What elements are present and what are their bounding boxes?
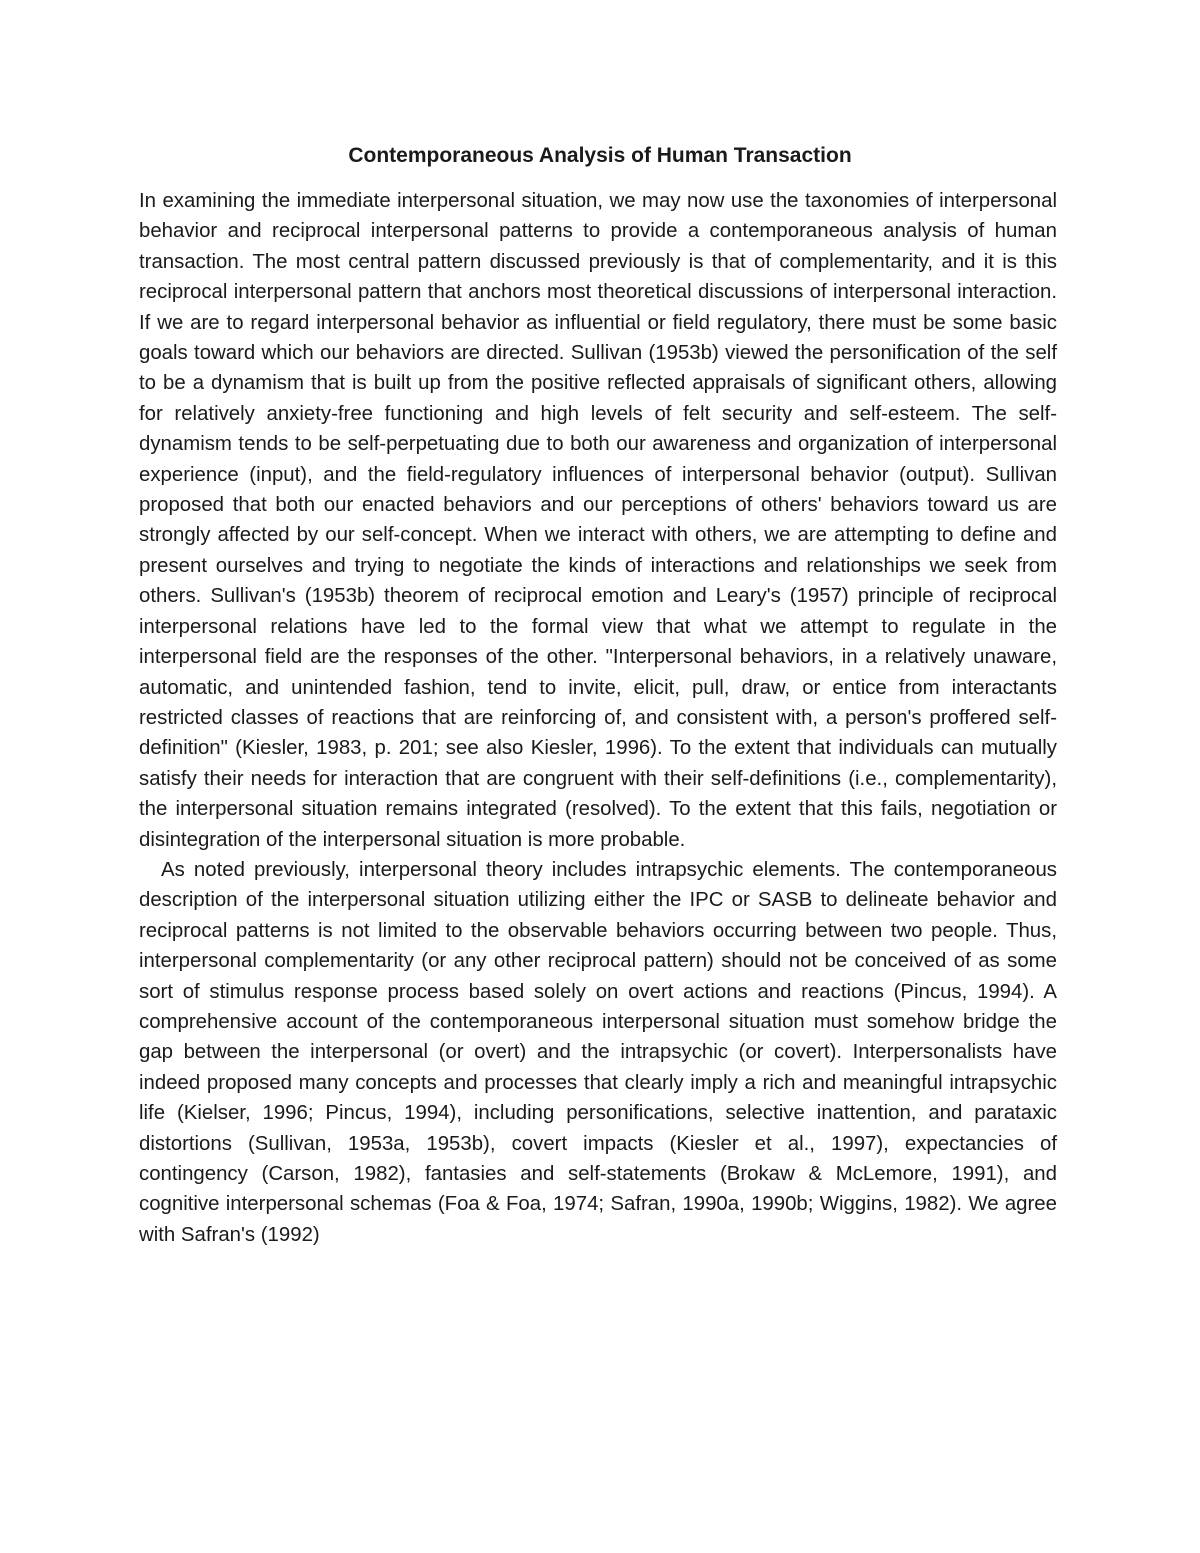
paragraph-1: In examining the immediate interpersonal situation, we may now use the taxonomies of interpersonal behavior and reciprocal interpersonal patterns to provide a contemporaneous analysis of human transaction. The most central pattern discussed previously is that of complementarity, and it is this reciprocal interpersonal pattern that anchors most theoretical discussions of interpersonal interaction. If we are to regard interpersonal behavior as influential or field regulatory, there must be some basic goals toward which our behaviors are directed. Sullivan (1953b) viewed the personification of the self to be a dynamism that is built up from the positive reflected appraisals of significant others, allowing for relatively anxiety-free functioning and high levels of felt security and self-esteem. The self-dynamism tends to be self-perpetuating due to both our awareness and organization of interpersonal experience (input), and the field-regulatory influences of interpersonal behavior (output). Sullivan proposed that both our enacted behaviors and our perceptions of others' behaviors toward us are strongly affected by our self-concept. When we interact with others, we are attempting to define and present ourselves and trying to negotiate the kinds of interactions and relationships we seek from others. Sullivan's (1953b) theorem of reciprocal emotion and Leary's (1957) principle of reciprocal interpersonal relations have led to the formal view that what we attempt to regulate in the interpersonal field are the responses of the other. "Interpersonal behaviors, in a relatively unaware, automatic, and unintended fashion, tend to invite, elicit, pull, draw, or entice from interactants restricted classes of reactions that are reinforcing of, and consistent with, a person's proffered self-definition" (Kiesler, 1983, p. 201; see also Kiesler, 1996). To the extent that individuals can mutually satisfy their needs for interaction that are congruent with their self-definitions (i.e., complementarity), the interpersonal situation remains integrated (resolved). To the extent that this fails, negotiation or disintegration of the interpersonal situation is more probable. xyxy=(139,190,1057,851)
document-body xyxy=(139,186,1057,1250)
paragraph-2: As noted previously, interpersonal theory includes intrapsychic elements. The contemporaneous description of the interpersonal situation utilizing either the IPC or SASB to delineate behavior and reciprocal patterns is not limited to the observable behaviors occurring between two people. Thus, interpersonal complementarity (or any other reciprocal pattern) should not be conceived of as some sort of stimulus response process based solely on overt actions and reactions (Pincus, 1994). A comprehensive account of the contemporaneous interpersonal situation must somehow bridge the gap between the interpersonal (or overt) and the intrapsychic (or covert). Interpersonalists have indeed proposed many concepts and processes that clearly imply a rich and meaningful intrapsychic life (Kielser, 1996; Pincus, 1994), including personifications, selective inattention, and parataxic distortions (Sullivan, 1953a, 1953b), covert impacts (Kiesler et al., 1997), expectancies of contingency (Carson, 1982), fantasies and self-statements (Brokaw & McLemore, 1991), and cognitive interpersonal schemas (Foa & Foa, 1974; Safran, 1990a, 1990b; Wiggins, 1982). We agree with Safran's (1992) xyxy=(139,858,1057,1246)
document-title: Contemporaneous Analysis of Human Transaction xyxy=(348,144,852,167)
